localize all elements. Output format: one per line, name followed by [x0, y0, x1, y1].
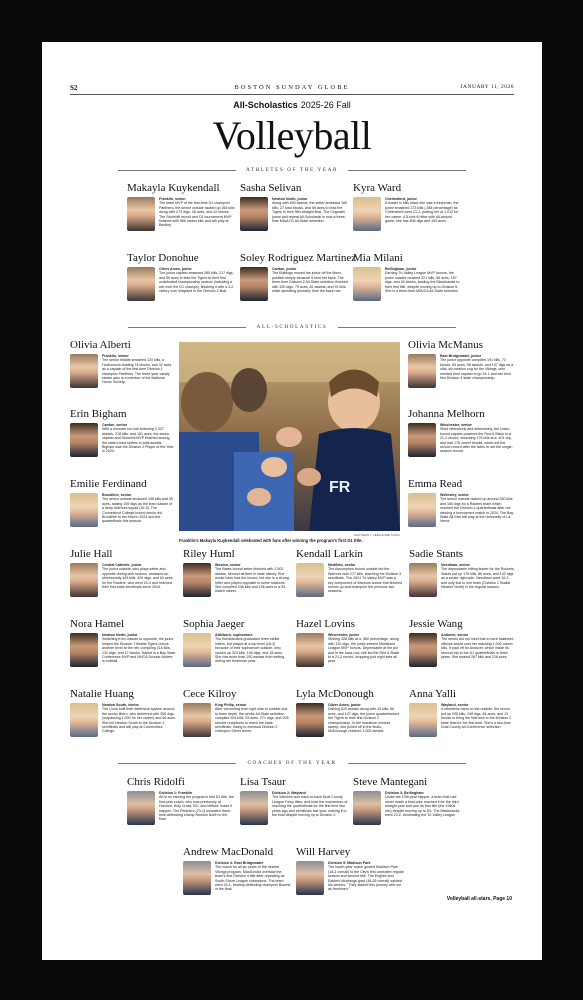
all-scholastic-bio: The junior outside, who plays setter and opposite during club season, amassed an otherworldly 445 kills, 404 digs, and 63 aces for the Raiders, who went 20-4 and reached their first state semifinals since 2016. [102, 567, 173, 590]
all-scholastic-headshot [183, 563, 211, 597]
all-scholastic-name: Kendall Larkin [296, 548, 363, 560]
coach-name: Andrew MacDonald [183, 846, 274, 858]
coach-name: Steve Mantegani [353, 776, 428, 788]
all-scholastic-row [409, 563, 515, 597]
all-scholastic-headshot [70, 703, 98, 737]
athlete-of-year-text [272, 267, 348, 301]
athlete-of-year-headshot [127, 197, 155, 231]
athlete-of-year-bio: The team MVP of the first-time D1 champion Panthers, the senior outside racked up 264 kills along with 274 digs, 38 aces, and 32 blocks. The Stonehill recruit and D1 tournament MVP finished with 966 career kills and will play at Bentley. [159, 201, 235, 228]
coach-bio: All-in on winning the program's first D1 title, the first-year coach, who was previously at Harvard, Holy Cross, BC, and Milford, made it happen. The Panthers (23-2) unseated three-time-defending champ Newton North in the final. [159, 795, 234, 822]
all-scholastic-name: Lyla McDonough [296, 688, 374, 700]
athlete-of-year-bio: The junior captain amassed 285 kills, 217 digs, and 59 aces to lead the Tigers to their first undefeated championship season (including a win over the D1 champs), finishing it with a 3-2 victory over Wayland in the Division 2 final. [159, 271, 234, 294]
section-coaches-of-year: COACHES OF THE YEAR [242, 760, 342, 766]
all-scholastic-bio: The senior outside smacked 198 kills and 39 aces, adding 159 digs as the lead outside of a deep Warriors squad (16-5). The Connecticut College-bound senior led Brookline to the final in 2024 and the quarterfinals this season. [102, 497, 173, 524]
all-scholastic-school-year: Franklin, senior [102, 354, 129, 358]
all-scholastic-text [102, 354, 175, 388]
all-scholastic-name: Cece Kilroy [183, 688, 237, 700]
all-scholastic-name: Natalie Huang [70, 688, 134, 700]
all-scholastic-row [296, 563, 402, 597]
all-scholastic-headshot [296, 633, 324, 667]
coach-headshot [183, 861, 211, 895]
athlete-of-year-school-year: Chelmsford, junior [385, 197, 417, 201]
all-scholastic-row [408, 423, 514, 457]
athlete-of-year-school-year: Canton, junior [272, 267, 297, 271]
all-scholastic-headshot [409, 633, 437, 667]
coach-name: Will Harvey [296, 846, 351, 858]
athlete-of-year-name: Kyra Ward [353, 182, 402, 194]
all-scholastic-headshot [70, 633, 98, 667]
coach-bio: Under the 10th-year skipper, a team that had never made a final prior reached it for the third straight year and won its first title (the 1960s win) despite moving up to D5. The Blackhawks went 22-2, dominating the Tri-Valley League. [385, 795, 460, 818]
all-scholastic-row [70, 423, 175, 457]
all-scholastic-entry [296, 688, 402, 737]
all-scholastic-text [102, 703, 176, 737]
athlete-of-year-entry [127, 252, 235, 301]
all-scholastic-name: Erin Bigham [70, 408, 127, 420]
celebration-photo [179, 342, 400, 531]
coach-school-year: Division 4: East Bridgewater [215, 861, 264, 865]
athlete-of-year-entry [240, 182, 348, 231]
all-scholastic-entry [183, 688, 289, 737]
all-scholastic-school-year: Medfield, senior [328, 563, 356, 567]
athlete-of-year-row [240, 267, 348, 301]
all-scholastic-row [296, 633, 402, 667]
all-scholastic-headshot [296, 703, 324, 737]
all-scholastic-headshot [183, 703, 211, 737]
all-scholastic-name: Sadie Stants [409, 548, 464, 560]
all-scholastic-text [440, 354, 514, 388]
athlete-of-year-entry [127, 182, 235, 231]
coach-school-year: Division 3: Bellingham [385, 791, 424, 795]
coach-text [385, 791, 461, 825]
all-scholastic-bio: The Lions built their defensive system around the senior libero, who delivered with 356 digs (surpassing 1,000 for her career) and 66 aces. She led Newton South to the Division 1 semifinals and will play at Connecticut College. [102, 707, 176, 734]
all-scholastic-name: Olivia Alberti [70, 339, 131, 351]
all-scholastic-headshot [70, 563, 98, 597]
athlete-of-year-row [127, 267, 235, 301]
masthead: BOSTON SUNDAY GLOBE [234, 84, 350, 91]
all-scholastic-text [328, 703, 402, 737]
all-scholastic-entry [296, 618, 402, 667]
all-scholastic-text [215, 703, 289, 737]
all-scholastic-entry [408, 339, 514, 388]
all-scholastic-school-year: Central Catholic, junior [102, 563, 142, 567]
photo-credit: MATTHEW J. LEE/GLOBE STAFF [354, 533, 400, 537]
athlete-of-year-headshot [353, 197, 381, 231]
all-scholastic-name: Julie Hall [70, 548, 113, 560]
athlete-of-year-text [159, 197, 235, 231]
all-scholastic-row [408, 354, 514, 388]
all-scholastic-row [183, 633, 289, 667]
all-scholastic-text [440, 493, 514, 527]
all-scholastic-school-year: Andover, senior [441, 633, 469, 637]
all-scholastic-row [408, 493, 514, 527]
all-scholastic-bio: The Bombardiers graduated three stellar hitters, but stayed at a top level (18-3) because of their sophomore outside, who racked up 323 kills, 106 digs, and 18 aces. She has more than 200 assists from setting during her freshman year. [215, 637, 285, 664]
all-scholastic-bio: The senior middle smashed 120 kills, a Hockomock-leading 74 blocks, and 32 aces as a captain of the first-time Division 1 champion Panthers. The three-year varsity starter also is a member of the National Honor Society. [102, 358, 172, 385]
all-scholastic-text [440, 423, 514, 457]
all-scholastic-row [296, 703, 402, 737]
all-scholastic-bio: A relentless hand on the outside, the senior put up 296 kills, 248 digs, 84 aces, and 13 blocks to bring the Warriors to the Division 2 state final for the first time. She's a two-time Dual County All-Conference selection. [441, 707, 512, 730]
page-number: S2 [70, 84, 78, 92]
athlete-of-year-school-year: Franklin, senior [159, 197, 186, 201]
athlete-of-year-name: Makayla Kuykendall [127, 182, 220, 194]
all-scholastic-row [70, 633, 176, 667]
all-scholastic-headshot [70, 493, 98, 527]
kicker-label: All-Scholastics [233, 100, 298, 110]
coach-row [183, 861, 291, 895]
coach-bio: The fourth-year coach guided Madison Park (16-1 overall) to the City's first unbeaten regular season and second title. The English and Eastern Mustangs grad (48-26 overall) saluted his seniors: "They started this journey with me as freshmen." [328, 865, 404, 892]
athlete-of-year-bio: The Bulldogs moved the junior off the libero position simply because it held her back. The three-time Division 2 All-State selection finished with 330 digs, 79 aces, 82 assists, and 91 kills while operating primarily from the back row. [272, 271, 348, 294]
all-scholastic-school-year: Wayland, senior [441, 703, 469, 707]
all-scholastic-bio: The senior did not mind that a more balanced offense would cost her reaching 1,000 career kills. It paid off for Andover, which made its second trip to the D1 quarterfinals in three years. She totaled 267 kills and 216 aces. [441, 637, 514, 660]
all-scholastic-bio: With a monster run line featuring 2,337 assists, 218 kills, and 161 aces, the senior captain and Stonehill MVP finished among the state's best setters in total assists. Bigham was the Division 2 Player of the Year in 2024. [102, 427, 174, 454]
all-scholastic-name: Nora Hamel [70, 618, 125, 630]
athlete-of-year-headshot [240, 267, 268, 301]
all-scholastic-school-year: Newton South, senior [102, 703, 139, 707]
all-scholastic-entry [70, 688, 176, 737]
all-scholastic-entry [70, 408, 175, 457]
all-scholastic-text [102, 633, 176, 667]
athlete-of-year-text [385, 197, 461, 231]
athlete-of-year-school-year: Newton North, junior [272, 197, 308, 201]
athlete-of-year-bio: Earning Tri-Valley League MVP honors, the junior outside crushed 321 kills, 56 aces, 157 digs, and 26 blocks, leading the Blackhawks to their first title, despite moving up to Division 5. She is a three-time MAVCA All-State selection. [385, 271, 460, 294]
all-scholastic-entry [296, 548, 402, 597]
athlete-of-year-row [353, 267, 461, 301]
coach-entry [240, 776, 348, 825]
athlete-of-year-text [385, 267, 461, 301]
all-scholastic-headshot [70, 423, 98, 457]
all-scholastic-entry [70, 478, 175, 527]
coach-headshot [353, 791, 381, 825]
all-scholastic-row [70, 354, 175, 388]
coach-school-year: Division 5: Madison Park [328, 861, 371, 865]
all-scholastic-entry [409, 618, 515, 667]
athlete-of-year-name: Taylor Donohue [127, 252, 199, 264]
all-scholastic-school-year: Winchester, senior [440, 423, 472, 427]
all-scholastic-name: Emma Read [408, 478, 463, 490]
all-scholastic-row [183, 703, 289, 737]
continuation-note: Volleyball all-stars, Page 10 [446, 896, 512, 902]
feature-photo [179, 342, 400, 531]
all-scholastic-school-year: Newton North, junior [102, 633, 138, 637]
all-scholastic-bio: The senior outside racked up around 250 kills and 160 digs for a Raiders team which reached the Division 1 quarterfinals after not winning a tournament match in 2024. The Bay State All-Star will play at the University of La Verne. [440, 497, 514, 524]
athlete-of-year-school-year: Bellingham, junior [385, 267, 417, 271]
coach-text [328, 861, 404, 895]
all-scholastic-school-year: Oliver Ames, junior [328, 703, 361, 707]
all-scholastic-text [328, 633, 402, 667]
all-scholastic-bio: The dependable hitting leader for the Rockets, Stants put up 179 kills, 86 aces, and 142 digs as a senior right side. Needham went 16-3 and only lost to one team (Division 1 finalist Newton North) in the regular season. [441, 567, 515, 590]
all-scholastic-text [441, 563, 515, 597]
coach-row [353, 791, 461, 825]
coach-headshot [240, 791, 268, 825]
all-scholastic-name: Jessie Wang [409, 618, 463, 630]
athlete-of-year-entry [353, 182, 461, 231]
all-scholastic-headshot [408, 354, 436, 388]
all-scholastic-text [102, 563, 176, 597]
all-scholastic-school-year: Needham, senior [441, 563, 470, 567]
coach-headshot [127, 791, 155, 825]
all-scholastic-school-year: East Bridgewater, junior [440, 354, 482, 358]
athlete-of-year-entry [353, 252, 461, 301]
athlete-of-year-row [127, 197, 235, 231]
coach-row [240, 791, 348, 825]
all-scholastic-row [70, 493, 175, 527]
coach-entry [353, 776, 461, 825]
coach-text [159, 791, 235, 825]
coach-entry [127, 776, 235, 825]
kicker [42, 100, 542, 110]
all-scholastic-headshot [296, 563, 324, 597]
all-scholastic-row [409, 633, 515, 667]
all-scholastic-bio: After converting from right side to outside due to team depth, the senior All-State selection compiled 303 kills, 53 aces, 271 digs, and 205 service receptions to reach the state semifinals, losing to eventual Division 2 champion Oliver Ames. [215, 707, 289, 734]
all-scholastic-headshot [408, 493, 436, 527]
all-scholastic-name: Sophia Jaeger [183, 618, 245, 630]
coach-text [215, 861, 291, 895]
coach-text [272, 791, 348, 825]
coach-row [127, 791, 235, 825]
all-scholastic-bio: Stout offensively and defensively, the Union-bound captain powered the Red & Black to a 21-2 record, smacking 176 kills at a .401 clip, and had 176 career blocks, which set the school record after the twins re-set the single-season record. [440, 427, 513, 454]
all-scholastic-text [328, 563, 402, 597]
athlete-of-year-entry [240, 252, 357, 301]
coach-entry [183, 846, 291, 895]
coach-bio: The Warriors won back-to-back Dual County League Foley titles, and rode the momentum of reaching the quarterfinals for the first time two years ago and semifinals last year, making it to the final despite moving up to Division 2. [272, 795, 348, 818]
all-scholastic-name: Anna Yalli [409, 688, 457, 700]
all-scholastic-text [102, 493, 175, 527]
all-scholastic-name: Riley Huml [183, 548, 235, 560]
all-scholastic-entry [409, 548, 515, 597]
issue-date: JANUARY 11, 2026 [460, 84, 514, 90]
athlete-of-year-text [159, 267, 235, 301]
header-rule [70, 94, 514, 95]
athlete-of-year-name: Soley Rodriguez Martinez [240, 252, 357, 264]
athlete-of-year-headshot [353, 267, 381, 301]
all-scholastic-name: Hazel Lovins [296, 618, 355, 630]
all-scholastic-bio: The junior opposite compiled 191 kills, 72 blocks, 65 aces, 96 assists, and 197 digs as a vital, six-rotation cog for the Vikings, who needed their captain to go 24-1 and win their first Division 4 state championship. [440, 358, 514, 381]
athlete-of-year-headshot [240, 197, 268, 231]
all-scholastic-row [409, 703, 515, 737]
all-scholastic-school-year: King Philip, senior [215, 703, 247, 707]
coach-headshot [296, 861, 324, 895]
athlete-of-year-row [240, 197, 348, 231]
all-scholastic-row [70, 563, 176, 597]
all-scholastic-name: Emilie Ferdinand [70, 478, 147, 490]
page-title: Volleyball [212, 113, 372, 158]
photo-caption: Franklin's Makayla Kuykendall celebrated with fans after winning the program's first D1 title. [179, 538, 363, 543]
all-scholastic-bio: The Assumption-bound outside led the Warriors with 277 kills, reaching the Division 3 semifinals. The 2024 Tri-Valley MVP was a key component of Warriors teams that finished runner-up and champion the previous two seasons. [328, 567, 402, 594]
athlete-of-year-school-year: Oliver Ames, junior [159, 267, 192, 271]
all-scholastic-school-year: Weston, senior [215, 563, 241, 567]
all-scholastic-headshot [70, 354, 98, 388]
all-scholastic-bio: The Bates-bound setter finished with 2,502 assists, second all-time in state history. She would have had the record, but she is a strong hitter and played opposite in some rotations. She compiled 246 kills and 106 aces in a 93-match career. [215, 567, 289, 594]
all-scholastic-text [102, 423, 175, 457]
section-all-scholastics: ALL-SCHOLASTICS [252, 324, 332, 330]
all-scholastic-text [441, 703, 515, 737]
all-scholastic-name: Johanna Melhorn [408, 408, 485, 420]
all-scholastic-headshot [409, 703, 437, 737]
all-scholastic-entry [70, 548, 176, 597]
all-scholastic-text [441, 633, 515, 667]
all-scholastic-school-year: Brookline, senior [102, 493, 132, 497]
athlete-of-year-bio: A leader in kills since she was a freshman, the junior smashed 273 kills (.384 percentage) as Chelmsford went 21-1, putting her at 1,012 for her career. A 5-foot-6 hitter with all-around game, she has 806 digs and 190 aces. [385, 201, 459, 224]
coach-school-year: Division 1: Franklin [159, 791, 193, 795]
all-scholastic-entry [183, 618, 289, 667]
athlete-of-year-row [353, 197, 461, 231]
all-scholastic-school-year: Attleboro, sophomore [215, 633, 253, 637]
athlete-of-year-name: Mia Milani [353, 252, 403, 264]
all-scholastic-entry [408, 478, 514, 527]
all-scholastic-entry [70, 618, 176, 667]
all-scholastic-bio: Dishing 619 assists along with 43 kills, 66 aces, and 137 digs, the junior quarterbacked the Tigers to their first Division 2 championship. In the marathon reverse sweep, she pulled off in the finals, McDonough reached 1,000 assists. [328, 707, 399, 734]
svg-text:FR: FR [329, 479, 351, 496]
all-scholastic-entry [408, 408, 514, 457]
coach-row [296, 861, 404, 895]
coach-bio: The coach for all six years of the newest Vikings program, MacDonald oversaw the team's first Division 4 title after repeating as South Shore League champions. The team went 24-1, beating defending champion Bourne in the final. [215, 865, 291, 892]
all-scholastic-text [215, 633, 289, 667]
athlete-of-year-text [272, 197, 348, 231]
all-scholastic-headshot [408, 423, 436, 457]
coach-name: Chris Ridolfi [127, 776, 185, 788]
all-scholastic-entry [183, 548, 289, 597]
coach-school-year: Division 2: Wayland [272, 791, 306, 795]
coach-entry [296, 846, 404, 895]
all-scholastic-headshot [409, 563, 437, 597]
section-athletes-of-year: ATHLETES OF THE YEAR [242, 167, 342, 173]
coach-name: Lisa Tsaur [240, 776, 286, 788]
all-scholastic-school-year: Canton, senior [102, 423, 128, 427]
all-scholastic-school-year: Wellesley, senior [440, 493, 469, 497]
all-scholastic-headshot [183, 633, 211, 667]
all-scholastic-text [215, 563, 289, 597]
athlete-of-year-bio: Along with 693 assists, the setter amassed 165 kills, 27 total blocks, and 69 aces to lead the Tigers to their fifth-straight final. The Cogswell junior and repeat All-Scholastic is now a three-time MIAA D1 All-State selection. [272, 201, 348, 224]
all-scholastic-entry [70, 339, 175, 388]
all-scholastic-bio: Switching from outside to opposite, the junior helped the Division 1 finalist Tigers unlock another level at the net, compiling 216 kills, 132 digs, and 17 blocks. Hamel is a Bay State Conference MVP and NHCA Scholar Athlete in softball. [102, 637, 176, 664]
season-label: 2025-26 Fall [300, 100, 351, 110]
all-scholastic-row [183, 563, 289, 597]
all-scholastic-entry [409, 688, 515, 737]
all-scholastic-school-year: Winchester, junior [328, 633, 360, 637]
all-scholastic-row [70, 703, 176, 737]
newspaper-page [42, 42, 542, 960]
athlete-of-year-headshot [127, 267, 155, 301]
all-scholastic-name: Olivia McManus [408, 339, 483, 351]
all-scholastic-bio: Striking 328 kills at a .360 percentage, along with 120 digs, the junior earned Middlesex League MVP honors. Dependable at the pin and in the back row, she led the Red & Black to a 21-2 record, dropping just eight sets all year. [328, 637, 400, 664]
athlete-of-year-name: Sasha Selivan [240, 182, 302, 194]
